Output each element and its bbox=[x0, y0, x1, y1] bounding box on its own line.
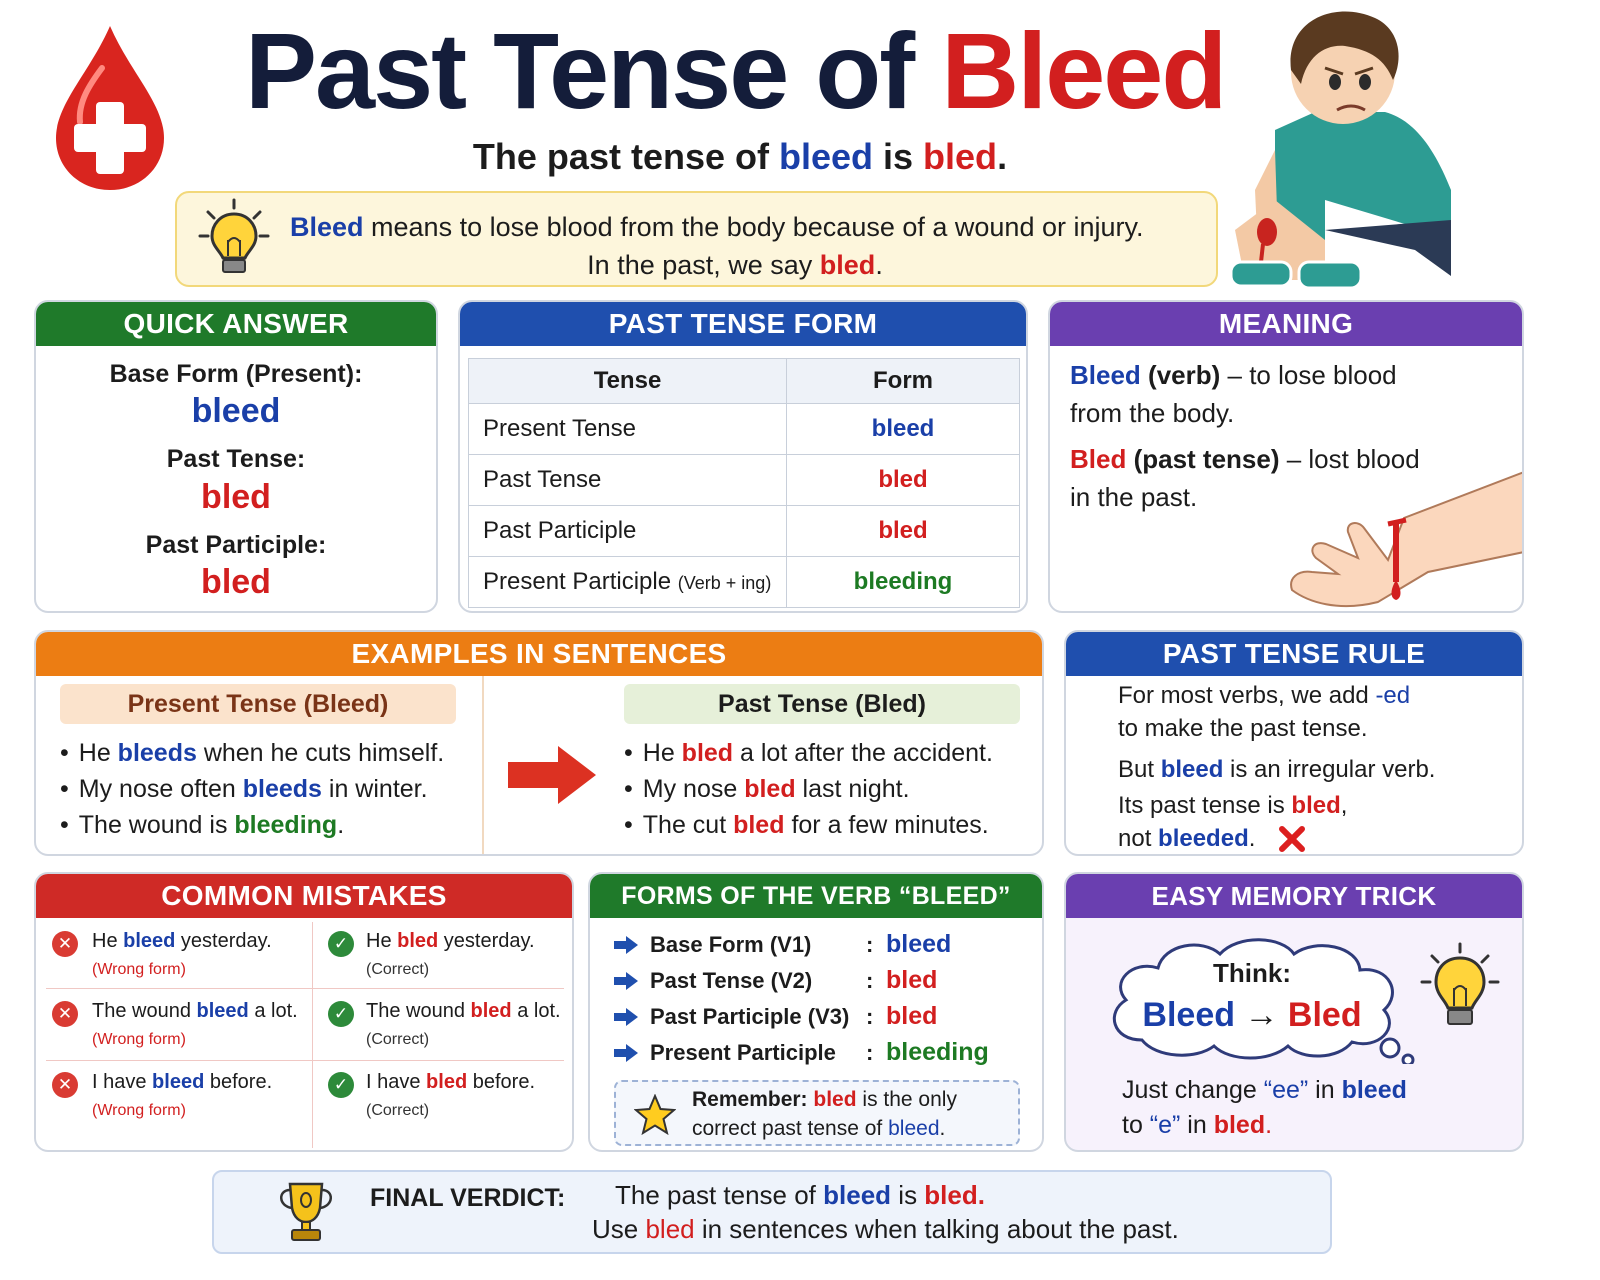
definition-line-2: In the past, we say bled. bbox=[587, 250, 883, 280]
row-divider bbox=[46, 988, 564, 989]
form-label: Past Tense (V2) bbox=[650, 968, 813, 993]
form-label: Base Form (V1) bbox=[650, 932, 812, 957]
remember-line-2: correct past tense of bleed. bbox=[692, 1117, 946, 1140]
correct-note: (Correct) bbox=[366, 1102, 430, 1119]
table-cell-tense: Past Participle bbox=[469, 506, 787, 557]
table-cell-tense: Past Tense bbox=[469, 455, 787, 506]
blue-arrow-icon bbox=[614, 1044, 638, 1067]
correct-note: (Correct) bbox=[366, 1031, 430, 1048]
past-tense-form-heading: PAST TENSE FORM bbox=[460, 302, 1026, 346]
check-icon: ✓ bbox=[328, 931, 354, 957]
base-form-value: bleed bbox=[191, 392, 281, 430]
rule-line-1: For most verbs, we add -ed bbox=[1118, 682, 1411, 709]
common-mistakes-panel bbox=[34, 872, 574, 1152]
page-subtitle: The past tense of bleed is bled. bbox=[472, 136, 1008, 177]
correct-sentence: I have bled before. bbox=[366, 1071, 535, 1093]
bleeding-hand-illustration bbox=[1228, 462, 1524, 612]
correct-sentence: The wound bled a lot. bbox=[366, 1000, 561, 1022]
quick-answer-panel bbox=[34, 300, 438, 613]
form-label: Present Participle bbox=[650, 1040, 836, 1065]
past-tense-value: bled bbox=[201, 478, 271, 516]
x-circle-icon: ✕ bbox=[52, 931, 78, 957]
past-tense-rule-panel bbox=[1064, 630, 1524, 856]
past-tense-form-panel bbox=[458, 300, 1028, 613]
blue-arrow-icon bbox=[614, 1008, 638, 1031]
list-item: • He bled a lot after the accident. bbox=[624, 739, 993, 768]
past-participle-label: Past Participle: bbox=[145, 531, 327, 559]
blue-arrow-icon bbox=[614, 972, 638, 995]
correct-sentence: He bled yesterday. bbox=[366, 930, 535, 952]
column-divider bbox=[482, 676, 484, 856]
meaning-line-2: from the body. bbox=[1070, 398, 1235, 428]
list-item: • He bleeds when he cuts himself. bbox=[60, 739, 444, 768]
wrong-note: (Wrong form) bbox=[92, 1102, 186, 1119]
rule-heading: PAST TENSE RULE bbox=[1066, 632, 1522, 676]
form-label: Past Participle (V3) bbox=[650, 1004, 850, 1029]
blue-arrow-icon bbox=[614, 936, 638, 959]
meaning-line-4: in the past. bbox=[1070, 482, 1198, 512]
list-item: • The cut bled for a few minutes. bbox=[624, 811, 989, 840]
final-verdict-label: FINAL VERDICT: bbox=[370, 1184, 566, 1212]
lightbulb-icon bbox=[198, 198, 270, 280]
table-cell-form: bled bbox=[787, 455, 1020, 506]
mistakes-heading: COMMON MISTAKES bbox=[36, 874, 572, 918]
rule-line-2: to make the past tense. bbox=[1118, 715, 1368, 742]
x-circle-icon: ✕ bbox=[52, 1072, 78, 1098]
form-value: bled bbox=[886, 966, 938, 994]
injured-boy-illustration bbox=[1215, 0, 1465, 296]
past-tense-label: Past Tense: bbox=[166, 445, 306, 473]
memory-transform: Bleed → Bled bbox=[1142, 996, 1362, 1034]
table-cell-tense: Present Tense bbox=[469, 404, 787, 455]
meaning-heading: MEANING bbox=[1050, 302, 1522, 346]
meaning-panel bbox=[1048, 300, 1524, 613]
list-item: • The wound is bleeding. bbox=[60, 811, 344, 840]
rule-line-5: not bleeded. bbox=[1118, 825, 1256, 852]
check-icon: ✓ bbox=[328, 1072, 354, 1098]
table-header-form: Form bbox=[787, 359, 1020, 404]
quick-answer-heading: QUICK ANSWER bbox=[36, 302, 436, 346]
forms-heading: FORMS OF THE VERB “BLEED” bbox=[590, 874, 1042, 918]
past-tense-title: Past Tense (Bled) bbox=[624, 684, 1020, 724]
wrong-note: (Wrong form) bbox=[92, 961, 186, 978]
examples-heading: EXAMPLES IN SENTENCES bbox=[36, 632, 1042, 676]
red-arrow-icon bbox=[506, 744, 598, 806]
wrong-sentence: I have bleed before. bbox=[92, 1071, 273, 1093]
form-value: bleeding bbox=[886, 1038, 989, 1066]
list-item: • My nose often bleeds in winter. bbox=[60, 775, 428, 804]
table-row bbox=[469, 506, 1020, 557]
remember-line-1: Remember: bled is the only bbox=[692, 1088, 957, 1111]
final-verdict-line-2: Use bled in sentences when talking about the past. bbox=[592, 1214, 1179, 1244]
table-cell-tense: Present Participle (Verb + ing) bbox=[469, 557, 787, 608]
wrong-note: (Wrong form) bbox=[92, 1031, 186, 1048]
wrong-sentence: The wound bleed a lot. bbox=[92, 1000, 298, 1022]
memory-line-2: to “e” in bled. bbox=[1122, 1111, 1273, 1139]
definition-line-1: Bleed means to lose blood from the body because of a wound or injury. bbox=[290, 212, 1144, 242]
x-mark-icon bbox=[1278, 825, 1306, 853]
wrong-sentence: He bleed yesterday. bbox=[92, 930, 272, 952]
table-row bbox=[469, 557, 1020, 608]
page-title: Past Tense of Bleed bbox=[245, 10, 1226, 131]
table-cell-form: bled bbox=[787, 506, 1020, 557]
correct-note: (Correct) bbox=[366, 961, 430, 978]
form-colon: : bbox=[866, 1040, 874, 1065]
table-row bbox=[469, 404, 1020, 455]
memory-trick-panel bbox=[1064, 872, 1524, 1152]
table-cell-form: bleeding bbox=[787, 557, 1020, 608]
think-label: Think: bbox=[1213, 958, 1291, 988]
table-header-tense: Tense bbox=[469, 359, 787, 404]
list-item: • My nose bled last night. bbox=[624, 775, 910, 804]
examples-panel bbox=[34, 630, 1044, 856]
meaning-line-1: Bleed (verb) – to lose blood bbox=[1070, 360, 1397, 390]
form-colon: : bbox=[866, 1004, 874, 1029]
trophy-icon bbox=[276, 1180, 336, 1242]
column-divider bbox=[312, 922, 313, 1148]
tense-table bbox=[468, 358, 1020, 608]
present-tense-title: Present Tense (Bleed) bbox=[60, 684, 456, 724]
memory-heading: EASY MEMORY TRICK bbox=[1066, 874, 1522, 918]
lightbulb-icon bbox=[1420, 942, 1500, 1034]
table-cell-form: bleed bbox=[787, 404, 1020, 455]
check-icon: ✓ bbox=[328, 1001, 354, 1027]
final-verdict-line-1: The past tense of bleed is bled. bbox=[615, 1180, 985, 1210]
form-colon: : bbox=[866, 968, 874, 993]
star-icon bbox=[634, 1094, 676, 1136]
rule-line-4: Its past tense is bled, bbox=[1118, 792, 1348, 819]
row-divider bbox=[46, 1060, 564, 1061]
blood-drop-icon bbox=[50, 22, 170, 194]
meaning-line-3: Bled (past tense) – lost blood bbox=[1070, 444, 1420, 474]
form-colon: : bbox=[866, 932, 874, 957]
form-value: bleed bbox=[886, 930, 952, 958]
x-circle-icon: ✕ bbox=[52, 1001, 78, 1027]
past-participle-value: bled bbox=[201, 563, 271, 601]
memory-line-1: Just change “ee” in bleed bbox=[1122, 1076, 1407, 1104]
table-row bbox=[469, 455, 1020, 506]
verb-forms-panel bbox=[588, 872, 1044, 1152]
base-form-label: Base Form (Present): bbox=[109, 360, 363, 388]
rule-line-3: But bleed is an irregular verb. bbox=[1118, 756, 1436, 783]
form-value: bled bbox=[886, 1002, 938, 1030]
table-cell-note: (Verb + ing) bbox=[677, 573, 772, 593]
